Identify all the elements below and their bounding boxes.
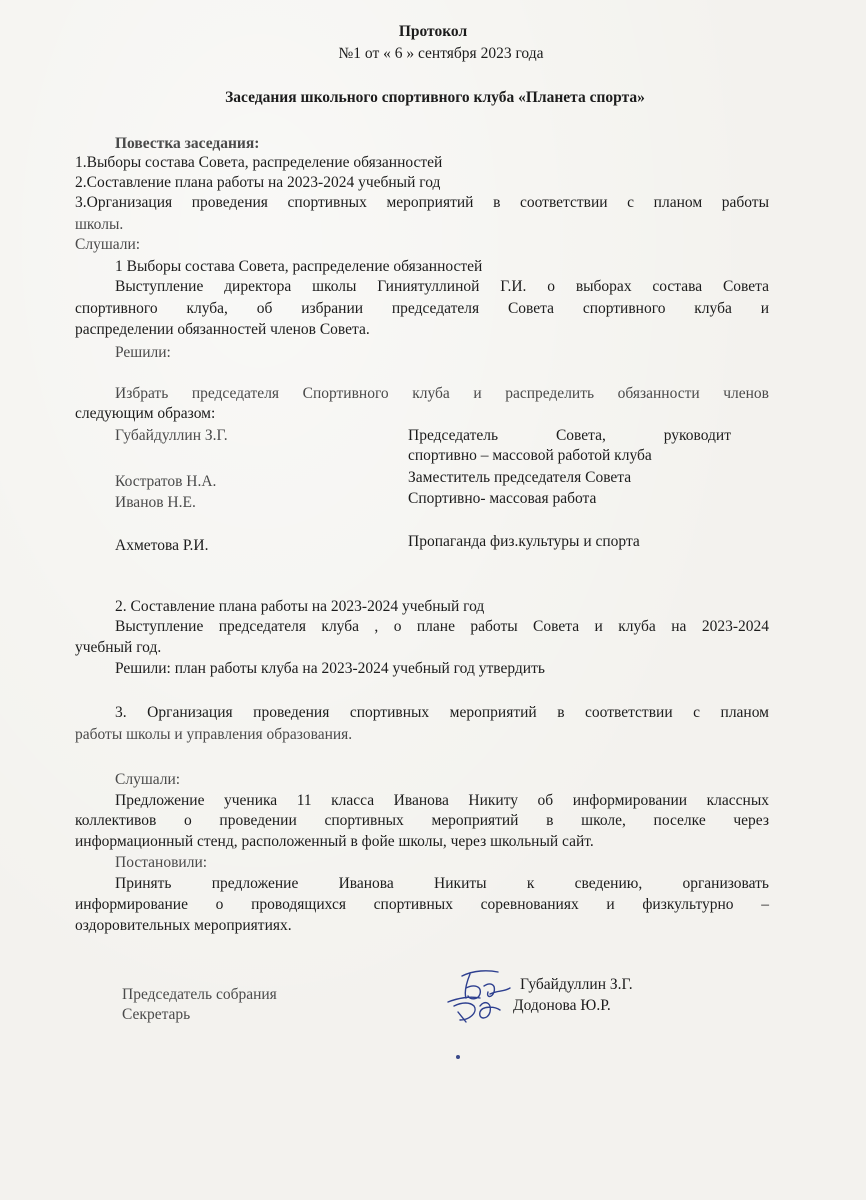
member-name: Костратов Н.А. <box>115 473 217 490</box>
member-role: Председатель Совета, руководит <box>408 427 731 444</box>
resolved-label: Постановили: <box>115 854 208 871</box>
protocol-number-date: №1 от « 6 » сентября 2023 года <box>338 45 544 62</box>
chair-signature-stroke <box>462 971 510 999</box>
secretary-name: Додонова Ю.Р. <box>513 997 611 1014</box>
member-role: Пропаганда физ.культуры и спорта <box>408 533 640 550</box>
section-2-speech-line-1: Выступление председателя клуба , о плане работы Совета и клуба на 2023-2024 <box>115 618 769 635</box>
section-3-proposal-line-3: информационный стенд, расположенный в фойе школы, через школьный сайт. <box>75 833 594 850</box>
agenda-item-3-line-2: школы. <box>75 216 124 233</box>
chair-name: Губайдуллин З.Г. <box>520 976 633 993</box>
section-3-topic-line-1: 3. Организация проведения спортивных мероприятий в соответствии с планом <box>115 704 769 721</box>
section-3-proposal-line-1: Предложение ученика 11 класса Иванова Никиту об информировании классных <box>115 792 769 809</box>
section-1-decision-line-1: Избрать председателя Спортивного клуба и распределить обязанности членов <box>115 385 769 402</box>
agenda-item-2: 2.Составление плана работы на 2023-2024 учебный год <box>75 174 441 191</box>
decided-label-1: Решили: <box>115 344 171 361</box>
section-3-topic-line-2: работы школы и управления образования. <box>75 726 353 743</box>
agenda-heading: Повестка заседания: <box>115 135 260 152</box>
member-name: Иванов Н.Е. <box>115 494 196 511</box>
section-1-topic: 1 Выборы состава Совета, распределение обязанностей <box>115 258 483 275</box>
member-name: Губайдуллин З.Г. <box>115 427 228 444</box>
member-role: Спортивно- массовая работа <box>408 490 597 507</box>
section-1-decision-line-2: следующим образом: <box>75 405 216 422</box>
section-1-speech-line-1: Выступление директора школы Гиниятуллиной Г.И. о выборах состава Совета <box>115 278 769 295</box>
section-3-proposal-line-2: коллективов о проведении спортивных мероприятий в школе, поселке через <box>75 812 769 829</box>
section-2-speech-line-2: учебный год. <box>75 639 162 656</box>
chair-label: Председатель собрания <box>122 986 277 1003</box>
agenda-item-1: 1.Выборы состава Совета, распределение обязанностей <box>75 154 443 171</box>
section-2-decision: Решили: план работы клуба на 2023-2024 учебный год утвердить <box>115 660 545 677</box>
section-3-resolution-line-2: информирование о проводящихся спортивных соревнованиях и физкультурно – <box>75 896 769 913</box>
handwritten-signatures <box>440 962 526 1028</box>
heard-label-1: Слушали: <box>75 236 141 253</box>
section-2-topic: 2. Составление плана работы на 2023-2024 учебный год <box>115 598 485 615</box>
heard-label-3: Слушали: <box>115 771 181 788</box>
document-title: Протокол <box>398 23 468 40</box>
member-role: Заместитель председателя Совета <box>408 469 632 486</box>
secretary-label: Секретарь <box>122 1006 191 1023</box>
section-3-resolution-line-3: оздоровительных мероприятиях. <box>75 917 292 934</box>
meeting-subject: Заседания школьного спортивного клуба «Планета спорта» <box>225 89 645 106</box>
member-name: Ахметова Р.И. <box>115 537 209 554</box>
section-3-resolution-line-1: Принять предложение Иванова Никиты к сведению, организовать <box>115 875 769 892</box>
agenda-item-3-line-1: 3.Организация проведения спортивных мероприятий в соответствии с планом работы <box>75 194 769 211</box>
member-role-continued: спортивно – массовой работой клуба <box>408 447 652 464</box>
section-1-speech-line-3: распределении обязанностей членов Совета. <box>75 321 370 338</box>
section-1-speech-line-2: спортивного клуба, об избрании председателя Совета спортивного клуба и <box>75 300 769 317</box>
secretary-signature-stroke <box>448 997 500 1022</box>
ink-speck <box>456 1055 460 1059</box>
